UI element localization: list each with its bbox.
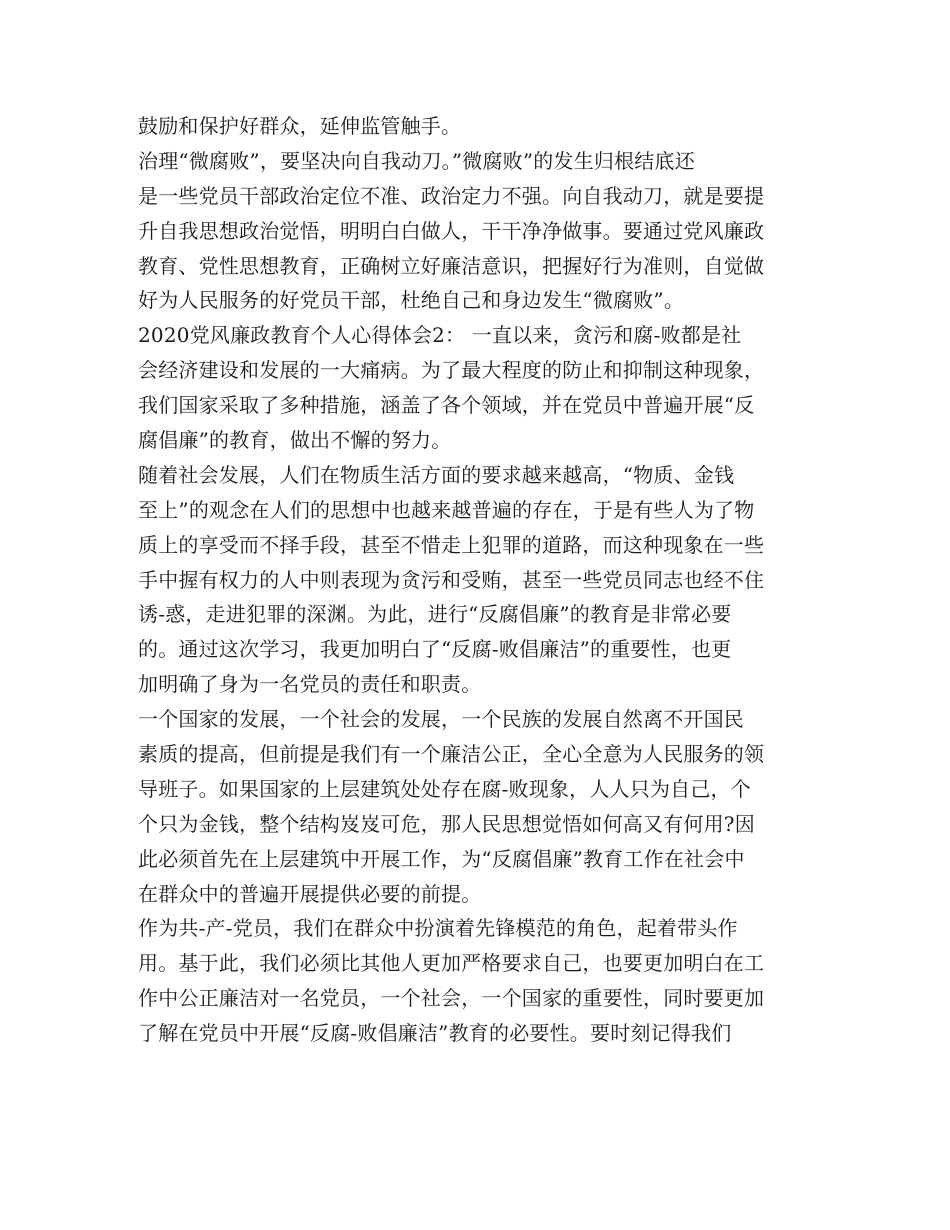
text-line: 治理“微腐败”，要坚决向自我动刀。”微腐败”的发生归根结底还 xyxy=(138,148,695,173)
text-line: 用。基于此，我们必须比其他人更加严格要求自己，也要更加明白在工 xyxy=(138,951,765,976)
text-line: 了解在党员中开展“反腐-败倡廉洁”教育的必要性。要时刻记得我们 xyxy=(138,1021,732,1046)
text-line: 素质的提高，但前提是我们有一个廉洁公正，全心全意为人民服务的领 xyxy=(138,742,765,767)
text-line: 随着社会发展，人们在物质生活方面的要求越来越高，“物质、金钱 xyxy=(138,462,735,487)
text-line: 我们国家采取了多种措施，涵盖了各个领域，并在党员中普遍开展“反 xyxy=(138,393,755,418)
text-line: 个只为金钱，整个结构岌岌可危，那人民思想觉悟如何高又有何用?因 xyxy=(138,811,755,836)
text-line: 导班子。如果国家的上层建筑处处存在腐-败现象，人人只为自己，个 xyxy=(138,776,751,801)
text-line: 一个国家的发展，一个社会的发展，一个民族的发展自然离不开国民 xyxy=(138,707,744,732)
text-line: 腐倡廉”的教育，做出不懈的努力。 xyxy=(138,428,452,453)
text-line: 升自我思想政治觉悟，明明白白做人，干干净净做事。要通过党风廉政 xyxy=(138,218,765,243)
text-line: 手中握有权力的人中则表现为贪污和受贿，甚至一些党员同志也经不住 xyxy=(138,567,765,592)
text-line: 质上的享受而不择手段，甚至不惜走上犯罪的道路，而这种现象在一些 xyxy=(138,532,765,557)
text-line: 是一些党员干部政治定位不准、政治定力不强。向自我动刀，就是要提 xyxy=(138,183,765,208)
text-line: 诱-惑，走进犯罪的深渊。为此，进行“反腐倡廉”的教育是非常必要 xyxy=(138,602,732,627)
document-body xyxy=(138,109,818,1051)
text-line: 作为共-产-党员，我们在群众中扮演着先锋模范的角色，起着带头作 xyxy=(138,916,738,941)
text-line: 会经济建设和发展的一大痛病。为了最大程度的防止和抑制这种现象， xyxy=(138,358,765,383)
text-line: 作中公正廉洁对一名党员，一个社会，一个国家的重要性，同时要更加 xyxy=(138,986,765,1011)
text-line: 在群众中的普遍开展提供必要的前提。 xyxy=(138,881,482,906)
text-line: 好为人民服务的好党员干部，杜绝自己和身边发生“微腐败”。 xyxy=(138,288,685,313)
text-line: 的。通过这次学习，我更加明白了“反腐-败倡廉洁”的重要性，也更 xyxy=(138,637,732,662)
text-line: 鼓励和保护好群众，延伸监管触手。 xyxy=(138,114,462,138)
text-line: 此必须首先在上层建筑中开展工作，为“反腐倡廉”教育工作在社会中 xyxy=(138,846,745,871)
text-line: 教育、党性思想教育，正确树立好廉洁意识，把握好行为准则，自觉做 xyxy=(138,253,765,278)
text-line: 2020党风廉政教育个人心得体会2： 一直以来，贪污和腐-败都是社 xyxy=(138,323,742,348)
text-line: 至上”的观念在人们的思想中也越来越普遍的存在，于是有些人为了物 xyxy=(138,497,755,522)
text-line: 加明确了身为一名党员的责任和职责。 xyxy=(138,672,482,697)
